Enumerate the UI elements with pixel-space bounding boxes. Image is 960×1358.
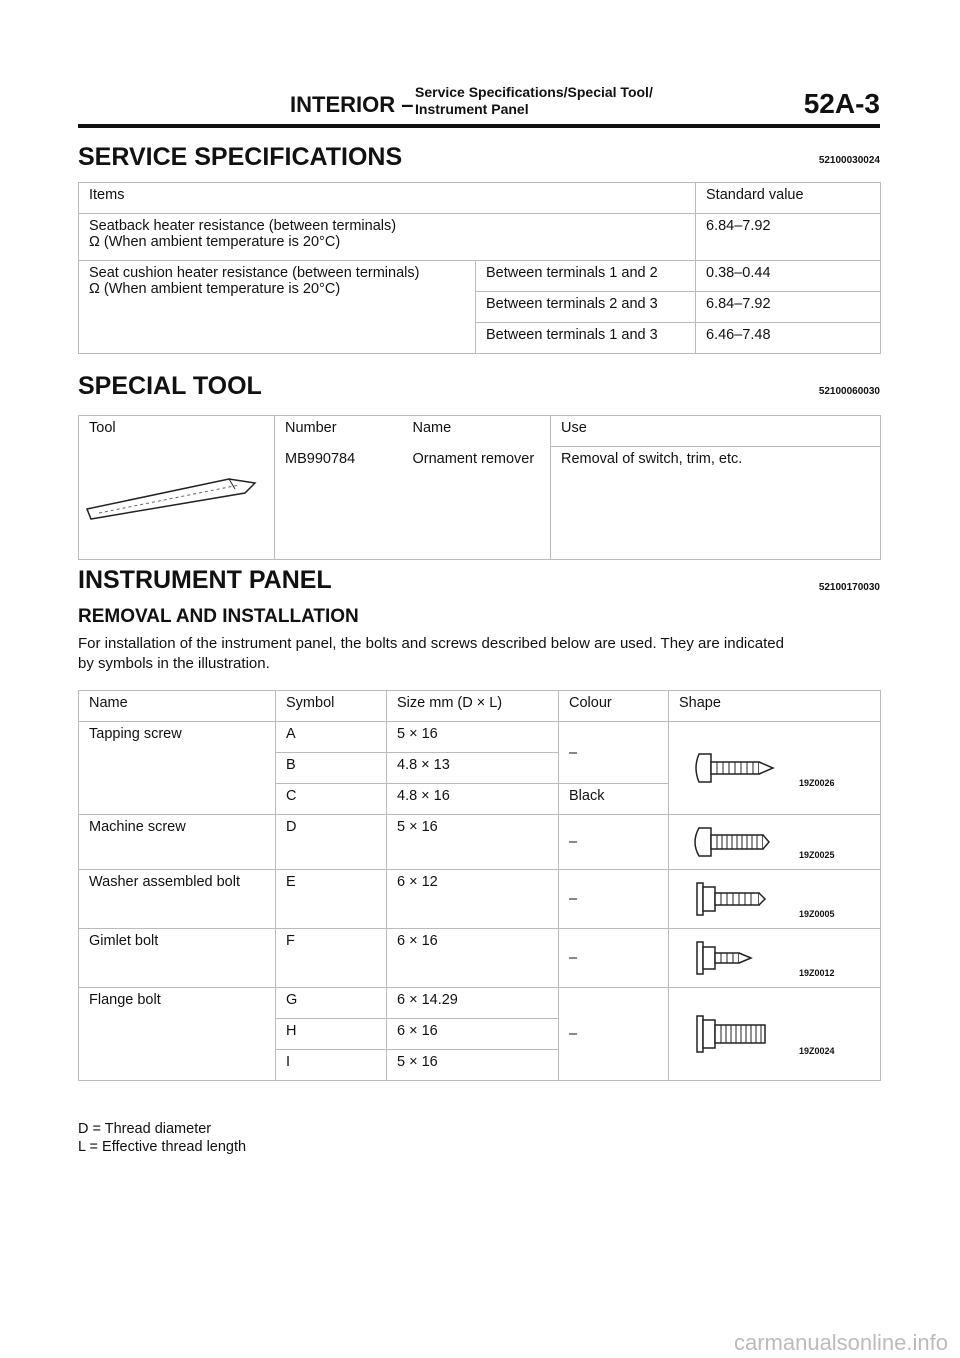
flange-size-i: 5 × 16 xyxy=(387,1050,559,1081)
washer-colour: – xyxy=(559,870,669,929)
table-row xyxy=(79,183,881,214)
cushion-value-1: 0.38–0.44 xyxy=(696,261,881,292)
seatback-item: Seatback heater resistance (between terminals) Ω (When ambient temperature is 20°C) xyxy=(79,214,696,261)
flange-colour: – xyxy=(559,988,669,1081)
tapping-shape-code: 19Z0026 xyxy=(799,778,835,788)
washer-name: Washer assembled bolt xyxy=(79,870,276,929)
header-subtitle-1: Service Specifications/Special Tool/ xyxy=(415,84,653,100)
table-row xyxy=(79,416,881,447)
washer-shape xyxy=(669,870,881,929)
flange-sym-h: H xyxy=(276,1019,387,1050)
service-spec-table xyxy=(78,182,881,354)
cushion-between-1: Between terminals 1 and 2 xyxy=(476,261,696,292)
col-symbol: Symbol xyxy=(276,691,387,722)
table-row xyxy=(79,815,881,870)
instrument-panel-code: 52100170030 xyxy=(818,582,880,593)
flange-sym-i: I xyxy=(276,1050,387,1081)
cushion-item: Seat cushion heater resistance (between terminals) Ω (When ambient temperature is 20°C) xyxy=(79,261,476,354)
tool-image-cell xyxy=(79,447,275,560)
washer-size: 6 × 12 xyxy=(387,870,559,929)
flange-shape-code: 19Z0024 xyxy=(799,1046,835,1056)
tapping-sym-b: B xyxy=(276,753,387,784)
special-tool-table xyxy=(78,415,881,560)
flange-size-g: 6 × 14.29 xyxy=(387,988,559,1019)
special-tool-title: SPECIAL TOOL xyxy=(78,372,262,400)
flange-shape xyxy=(669,988,881,1081)
gimlet-size: 6 × 16 xyxy=(387,929,559,988)
tapping-colour-ab: – xyxy=(559,722,669,784)
col-name: Name xyxy=(79,691,276,722)
col-items: Items xyxy=(79,183,696,214)
tapping-sym-c: C xyxy=(276,784,387,815)
header-subtitle-2: Instrument Panel xyxy=(415,101,529,117)
seatback-value: 6.84–7.92 xyxy=(696,214,881,261)
gimlet-sym: F xyxy=(276,929,387,988)
col-colour: Colour xyxy=(559,691,669,722)
col-tool: Tool xyxy=(79,416,275,447)
flange-size-h: 6 × 16 xyxy=(387,1019,559,1050)
col-size: Size mm (D × L) xyxy=(387,691,559,722)
flange-bolt-icon xyxy=(689,1012,789,1056)
watermark: carmanualsonline.info xyxy=(733,1330,948,1355)
table-row xyxy=(79,691,881,722)
page-number: 52A-3 xyxy=(803,88,880,119)
special-tool-code: 52100060030 xyxy=(818,386,880,397)
table-row xyxy=(79,929,881,988)
gimlet-bolt-icon xyxy=(689,938,789,978)
ornament-remover-icon xyxy=(79,447,275,555)
machine-shape xyxy=(669,815,881,870)
washer-shape-code: 19Z0005 xyxy=(799,909,835,919)
table-row xyxy=(79,261,881,292)
tool-use: Removal of switch, trim, etc. xyxy=(551,447,881,560)
table-row xyxy=(79,447,881,560)
table-notes xyxy=(78,1120,246,1156)
table-row xyxy=(79,870,881,929)
col-number: Number xyxy=(275,416,403,447)
table-row xyxy=(79,722,881,753)
machine-shape-code: 19Z0025 xyxy=(799,850,835,860)
gimlet-name: Gimlet bolt xyxy=(79,929,276,988)
note-thread-diameter: D = Thread diameter xyxy=(78,1121,212,1137)
table-row xyxy=(79,988,881,1019)
gimlet-colour: – xyxy=(559,929,669,988)
cushion-between-2: Between terminals 2 and 3 xyxy=(476,292,696,323)
col-standard: Standard value xyxy=(696,183,881,214)
tapping-size-a: 5 × 16 xyxy=(387,722,559,753)
col-name: Name xyxy=(403,416,551,447)
col-shape: Shape xyxy=(669,691,881,722)
fastener-table xyxy=(78,690,881,1081)
tapping-shape xyxy=(669,722,881,815)
instrument-panel-title: INSTRUMENT PANEL xyxy=(78,566,332,594)
cushion-value-2: 6.84–7.92 xyxy=(696,292,881,323)
gimlet-shape-code: 19Z0012 xyxy=(799,968,835,978)
machine-sym: D xyxy=(276,815,387,870)
header-rule xyxy=(78,124,880,128)
tool-name: Ornament remover xyxy=(403,447,551,560)
machine-name: Machine screw xyxy=(79,815,276,870)
washer-bolt-icon xyxy=(689,879,789,919)
tapping-size-c: 4.8 × 16 xyxy=(387,784,559,815)
header-section: INTERIOR – xyxy=(290,92,414,117)
tapping-name: Tapping screw xyxy=(79,722,276,815)
col-use: Use xyxy=(551,416,881,447)
tool-number: MB990784 xyxy=(275,447,403,560)
cushion-value-3: 6.46–7.48 xyxy=(696,323,881,354)
machine-colour: – xyxy=(559,815,669,870)
machine-screw-icon xyxy=(689,824,789,860)
flange-sym-g: G xyxy=(276,988,387,1019)
flange-name: Flange bolt xyxy=(79,988,276,1081)
service-spec-title: SERVICE SPECIFICATIONS xyxy=(78,143,403,171)
removal-installation-title: REMOVAL AND INSTALLATION xyxy=(78,606,359,627)
machine-size: 5 × 16 xyxy=(387,815,559,870)
tapping-size-b: 4.8 × 13 xyxy=(387,753,559,784)
tapping-colour-c: Black xyxy=(559,784,669,815)
instructions-paragraph: For installation of the instrument panel, the bolts and screws described below are used. They are indicated by symbols in the illustration. xyxy=(78,635,784,672)
table-row xyxy=(79,214,881,261)
tapping-screw-icon xyxy=(689,748,789,788)
note-thread-length: L = Effective thread length xyxy=(78,1139,247,1155)
tapping-sym-a: A xyxy=(276,722,387,753)
service-spec-code: 52100030024 xyxy=(818,155,880,166)
gimlet-shape xyxy=(669,929,881,988)
cushion-between-3: Between terminals 1 and 3 xyxy=(476,323,696,354)
washer-sym: E xyxy=(276,870,387,929)
